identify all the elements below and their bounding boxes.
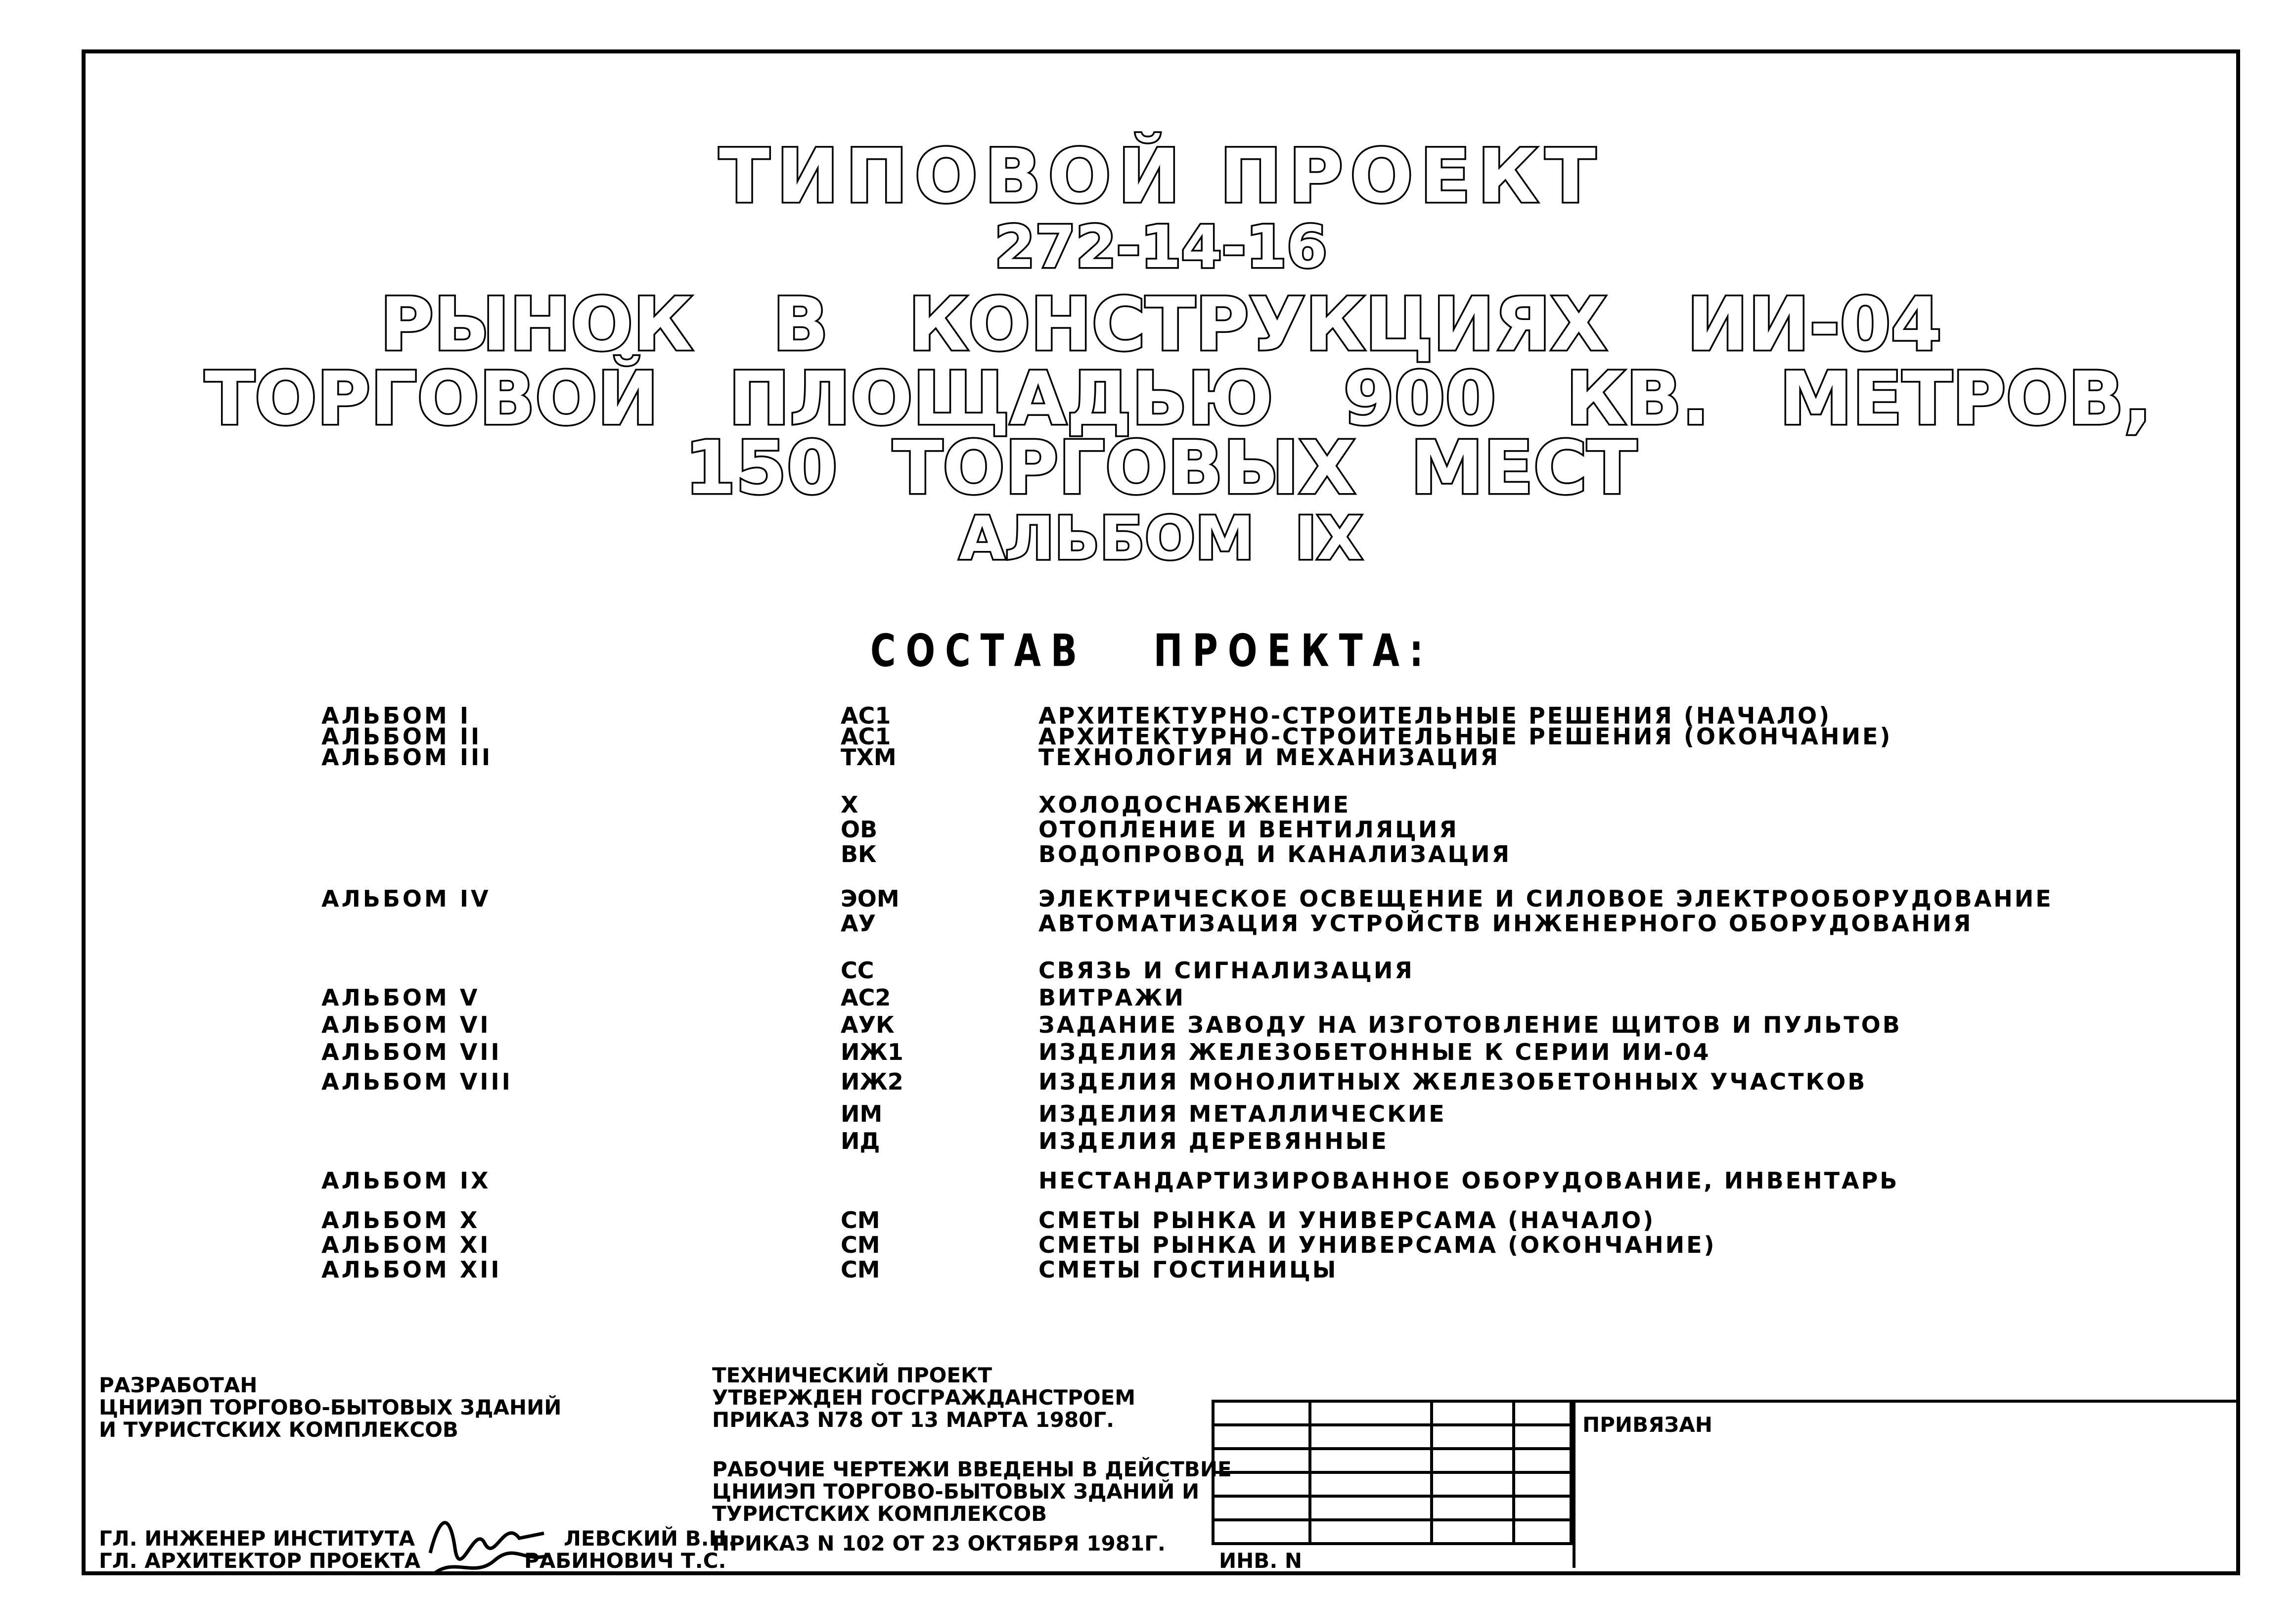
section-description: ОТОПЛЕНИЕ И ВЕНТИЛЯЦИЯ	[1038, 816, 1459, 843]
contents-row	[0, 702, 2296, 729]
stamp-grid	[1212, 1400, 1573, 1545]
tech-order: ПРИКАЗ N78 ОТ 13 МАРТА 1980Г.	[712, 1408, 1115, 1432]
developed-label: РАЗРАБОТАН	[99, 1373, 258, 1397]
contents-row	[0, 841, 2296, 868]
section-code: СС	[841, 957, 874, 984]
album-label: АЛЬБОМ IV	[321, 885, 491, 912]
section-description: ВИТРАЖИ	[1038, 984, 1186, 1011]
album-label: АЛЬБОМ III	[321, 744, 493, 771]
section-code: СМ	[841, 1207, 880, 1234]
section-description: СМЕТЫ ГОСТИНИЦЫ	[1038, 1256, 1338, 1283]
section-code: ИМ	[841, 1100, 883, 1127]
section-description: АВТОМАТИЗАЦИЯ УСТРОЙСТВ ИНЖЕНЕРНОГО ОБОРУДОВАНИЯ	[1038, 910, 1973, 937]
contents-row	[0, 1068, 2296, 1095]
section-code: ИД	[841, 1128, 880, 1154]
section-description: ЭЛЕКТРИЧЕСКОЕ ОСВЕЩЕНИЕ И СИЛОВОЕ ЭЛЕКТРООБОРУДОВАНИЕ	[1038, 885, 2053, 912]
section-code: АУК	[841, 1011, 895, 1038]
section-code: ОВ	[841, 816, 878, 843]
title-line-1: ТИПОВОЙ ПРОЕКТ	[719, 134, 1603, 220]
section-description: ИЗДЕЛИЯ МЕТАЛЛИЧЕСКИЕ	[1038, 1100, 1446, 1127]
signature-1	[420, 1504, 559, 1578]
contents-heading: СОСТАВ ПРОЕКТА:	[870, 626, 1434, 677]
work-drawings-1: РАБОЧИЕ ЧЕРТЕЖИ ВВЕДЕНЫ В ДЕЙСТВИЕ	[712, 1457, 1232, 1481]
section-code: ИЖ2	[841, 1068, 903, 1095]
title-line-5: 150 ТОРГОВЫХ МЕСТ	[684, 425, 1637, 510]
contents-row	[0, 1100, 2296, 1127]
section-code: Х	[841, 791, 858, 818]
section-code: АС1	[841, 723, 891, 750]
section-description: ЗАДАНИЕ ЗАВОДУ НА ИЗГОТОВЛЕНИЕ ЩИТОВ И ПУЛЬТОВ	[1038, 1011, 1902, 1038]
inventory-number-label: ИНВ. N	[1219, 1549, 1303, 1573]
contents-row	[0, 910, 2296, 937]
chief-architect-label: ГЛ. АРХИТЕКТОР ПРОЕКТА	[99, 1549, 421, 1573]
contents-row	[0, 791, 2296, 818]
section-description: СМЕТЫ РЫНКА И УНИВЕРСАМА (ОКОНЧАНИЕ)	[1038, 1232, 1716, 1258]
contents-row	[0, 1039, 2296, 1065]
section-code: ТХМ	[841, 744, 897, 771]
section-description: СВЯЗЬ И СИГНАЛИЗАЦИЯ	[1038, 957, 1414, 984]
contents-row	[0, 957, 2296, 984]
section-description: ХОЛОДОСНАБЖЕНИЕ	[1038, 791, 1351, 818]
attached-label: ПРИВЯЗАН	[1582, 1413, 1712, 1437]
work-drawings-order: ПРИКАЗ N 102 ОТ 23 ОКТЯБРЯ 1981Г.	[712, 1531, 1166, 1555]
title-line-4: ТОРГОВОЙ ПЛОЩАДЬЮ 900 КВ. МЕТРОВ,	[204, 356, 2152, 441]
contents-row	[0, 744, 2296, 771]
contents-row	[0, 723, 2296, 750]
chief-architect-name: РАБИНОВИЧ Т.С.	[524, 1549, 726, 1573]
album-label: АЛЬБОМ I	[321, 702, 471, 729]
contents-row	[0, 816, 2296, 843]
contents-row	[0, 1128, 2296, 1154]
section-code: АС1	[841, 702, 891, 729]
contents-row	[0, 1011, 2296, 1038]
section-code: ИЖ1	[841, 1039, 903, 1065]
album-title: АЛЬБОМ IX	[959, 504, 1363, 573]
section-description: ИЗДЕЛИЯ ДЕРЕВЯННЫЕ	[1038, 1128, 1389, 1154]
contents-row	[0, 885, 2296, 912]
section-description: НЕСТАНДАРТИЗИРОВАННОЕ ОБОРУДОВАНИЕ, ИНВЕНТАРЬ	[1038, 1167, 1899, 1194]
section-code: АС2	[841, 984, 891, 1011]
contents-row	[0, 1232, 2296, 1258]
contents-row	[0, 1256, 2296, 1283]
album-label: АЛЬБОМ II	[321, 723, 482, 750]
album-label: АЛЬБОМ XII	[321, 1256, 502, 1283]
album-label: АЛЬБОМ V	[321, 984, 480, 1011]
project-number: 272-14-16	[994, 213, 1327, 281]
section-code: СМ	[841, 1256, 880, 1283]
work-drawings-2: ЦНИИЭП ТОРГОВО-БЫТОВЫХ ЗДАНИЙ И	[712, 1479, 1200, 1504]
tech-project-label: ТЕХНИЧЕСКИЙ ПРОЕКТ	[712, 1363, 992, 1387]
album-label: АЛЬБОМ VI	[321, 1011, 491, 1038]
contents-row	[0, 1167, 2296, 1194]
section-description: ВОДОПРОВОД И КАНАЛИЗАЦИЯ	[1038, 841, 1512, 868]
section-description: ТЕХНОЛОГИЯ И МЕХАНИЗАЦИЯ	[1038, 744, 1500, 771]
album-label: АЛЬБОМ VIII	[321, 1068, 513, 1095]
chief-engineer-label: ГЛ. ИНЖЕНЕР ИНСТИТУТА	[99, 1526, 415, 1551]
album-label: АЛЬБОМ VII	[321, 1039, 502, 1065]
section-code: АУ	[841, 910, 876, 937]
section-code: ЭОМ	[841, 885, 900, 912]
section-code: СМ	[841, 1232, 880, 1258]
album-label: АЛЬБОМ XI	[321, 1232, 491, 1258]
section-description: ИЗДЕЛИЯ МОНОЛИТНЫХ ЖЕЛЕЗОБЕТОННЫХ УЧАСТКОВ	[1038, 1068, 1867, 1095]
album-label: АЛЬБОМ X	[321, 1207, 480, 1234]
title-line-3: РЫНОК В КОНСТРУКЦИЯХ ИИ-04	[380, 282, 1942, 367]
tech-approval: УТВЕРЖДЕН ГОСГРАЖДАНСТРОЕМ	[712, 1385, 1136, 1410]
contents-row	[0, 1207, 2296, 1234]
work-drawings-3: ТУРИСТСКИХ КОМПЛЕКСОВ	[712, 1502, 1047, 1526]
section-description: СМЕТЫ РЫНКА И УНИВЕРСАМА (НАЧАЛО)	[1038, 1207, 1656, 1234]
section-description: АРХИТЕКТУРНО-СТРОИТЕЛЬНЫЕ РЕШЕНИЯ (ОКОНЧАНИЕ)	[1038, 723, 1892, 750]
contents-row	[0, 984, 2296, 1011]
developer-name-2: И ТУРИСТСКИХ КОМПЛЕКСОВ	[99, 1417, 458, 1442]
developer-name: ЦНИИЭП ТОРГОВО-БЫТОВЫХ ЗДАНИЙ	[99, 1395, 562, 1419]
section-code: ВК	[841, 841, 877, 868]
section-description: АРХИТЕКТУРНО-СТРОИТЕЛЬНЫЕ РЕШЕНИЯ (НАЧАЛО)	[1038, 702, 1832, 729]
chief-engineer-name: ЛЕВСКИЙ В.Ц.	[564, 1526, 736, 1551]
album-label: АЛЬБОМ IX	[321, 1167, 491, 1194]
section-description: ИЗДЕЛИЯ ЖЕЛЕЗОБЕТОННЫЕ К СЕРИИ ИИ-04	[1038, 1039, 1711, 1065]
